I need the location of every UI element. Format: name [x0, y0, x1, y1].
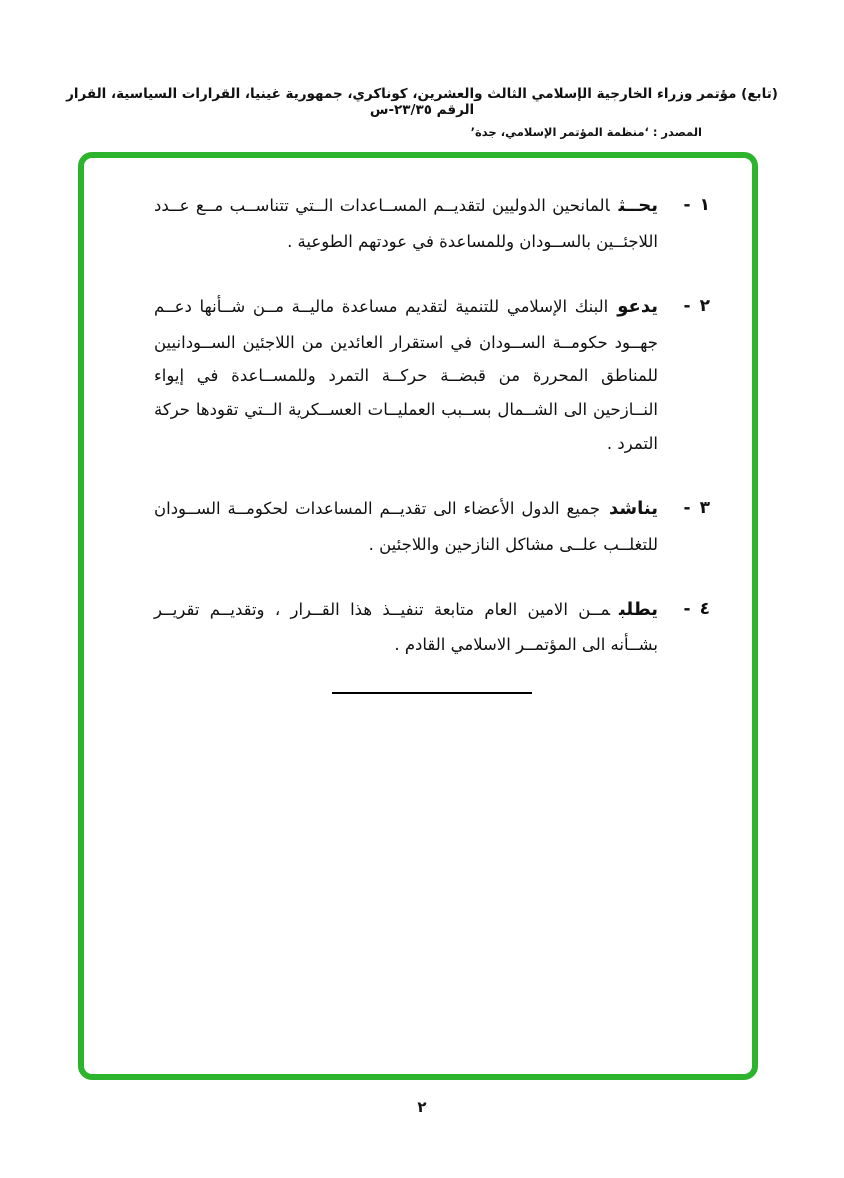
item-lead-word: يناشد — [609, 497, 658, 519]
item-dash: - — [683, 295, 691, 316]
item-marker — [658, 188, 710, 259]
item-number: ٣ — [699, 497, 710, 518]
item-text — [154, 188, 658, 259]
resolution-item-3 — [154, 491, 710, 562]
item-marker — [658, 289, 710, 461]
green-highlight-box — [78, 152, 758, 1080]
item-lead-word: يدعو — [617, 295, 658, 317]
item-body: جميع الدول الأعضاء الى تقديــم المساعدات لحكومــة الســودان للتغلــب علــى مشاكل النازحين واللاجئين . — [154, 498, 658, 554]
resolution-item-4 — [154, 592, 710, 663]
item-dash: - — [683, 598, 691, 619]
item-body: المانحين الدوليين لتقديــم المســاعدات الــتي تتناســب مــع عــدد اللاجئــين بالســودان وللمساعدة في عودتهم الطوعية . — [154, 196, 658, 251]
resolution-item-2 — [154, 289, 710, 461]
item-number: ٤ — [699, 598, 710, 619]
header-source: المصدر : ‘منظمة المؤتمر الإسلامي، جدة’ — [470, 125, 702, 139]
item-body: البنك الإسلامي للتنمية لتقديم مساعدة ماليــة مــن شــأنها دعــم جهــود حكومــة الســودان في استقرار العائدين من اللاجئين الســودانيين للمناطق المحررة من قبضــة حركــة التمرد وللمســاعدة في إيواء النــازحين الى الشــمال بســبب العمليــات العســكرية الــتي تقودها حركة التمرد . — [154, 296, 658, 454]
item-text — [154, 289, 658, 461]
item-number: ١ — [699, 195, 710, 215]
header-title: (تابع) مؤتمر وزراء الخارجية الإسلامي الثالث والعشرين، كوناكري، جمهورية غينيا، القرارات السياسية، القرار الرقم ٢٣/٣٥-س — [66, 86, 778, 118]
item-dash: - — [683, 497, 691, 518]
resolution-item-1 — [154, 188, 710, 259]
item-lead-word: يحــث — [618, 195, 658, 216]
item-marker — [658, 592, 710, 663]
item-marker — [658, 491, 710, 562]
item-text — [154, 491, 658, 562]
item-body: مــن الامين العام متابعة تنفيــذ هذا القــرار ، وتقديــم تقريــر بشــأنه الى المؤتمــر الاسلامي القادم . — [154, 599, 658, 655]
divider-line — [332, 692, 532, 694]
item-text — [154, 592, 658, 663]
document-header — [50, 86, 794, 139]
item-dash: - — [683, 195, 691, 215]
item-number: ٢ — [699, 295, 710, 316]
page-number: ٢ — [417, 1098, 427, 1116]
item-lead-word: يطلب — [619, 598, 658, 620]
